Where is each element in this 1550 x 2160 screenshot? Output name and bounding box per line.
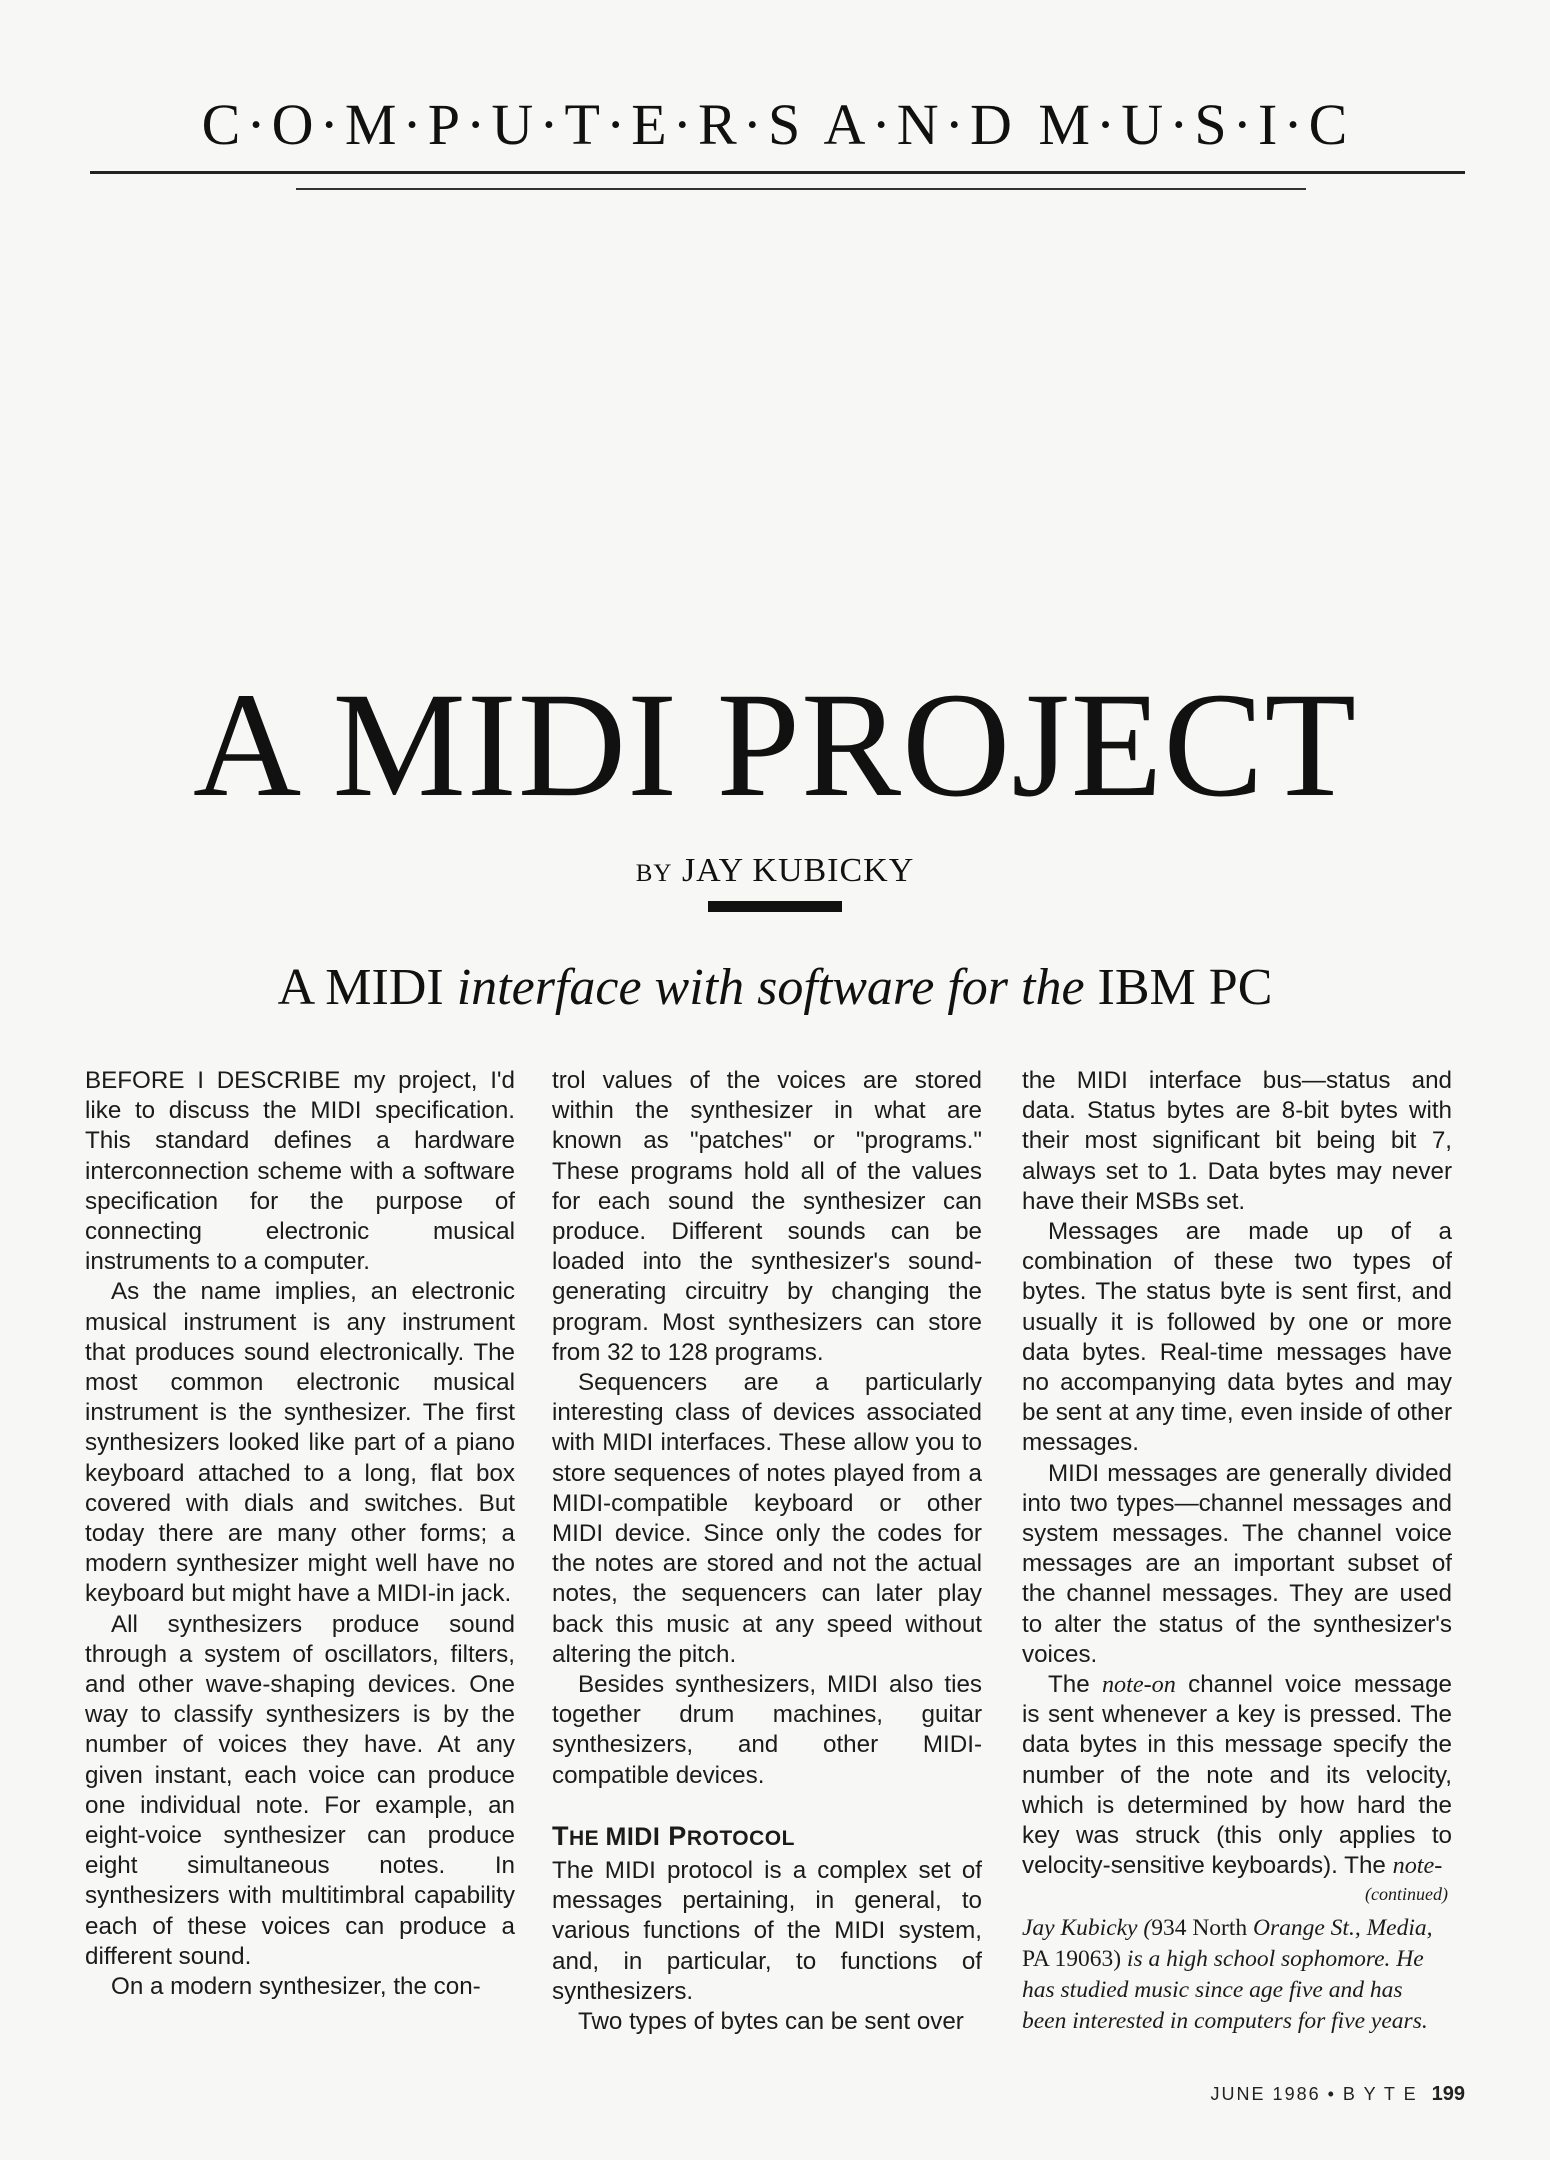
footer-issue: JUNE 1986 • B Y T E bbox=[1210, 2084, 1418, 2104]
text-run: Orange St., Media, bbox=[1247, 1915, 1433, 1942]
section-subhead bbox=[552, 1821, 982, 1854]
text-run: note- bbox=[1392, 1852, 1443, 1880]
text-run: Jay Kubicky ( bbox=[1022, 1915, 1152, 1942]
deck-part-2: interface with software for the bbox=[456, 959, 1085, 1016]
page-number: 199 bbox=[1431, 2083, 1465, 2105]
paragraph: On a modern synthesizer, the con- bbox=[111, 1973, 481, 2001]
page-footer bbox=[1211, 2083, 1465, 2106]
text-run: The bbox=[1048, 1671, 1102, 1699]
paragraph: the MIDI interface bus—status and data. Status bytes are 8-bit bytes with their most significant bit being bit 7, always set to 1. Data bytes may never have their MSBs set. bbox=[1022, 1067, 1452, 1215]
paragraph: Besides synthesizers, MIDI also ties together drum machines, guitar synthesizers, and other MIDI-compatible devices. bbox=[552, 1671, 982, 1789]
byline-prefix: BY bbox=[635, 860, 673, 887]
deck-part-3: IBM PC bbox=[1084, 959, 1273, 1016]
article-title: A MIDI PROJECT bbox=[192, 662, 1358, 828]
text-run: channel voice message is sent whenever a key is pressed. The data bytes in this message specify the number of the note and its velocity, which is determined by how hard the key was struck (this only applies to velocity-sensitive keyboards). The bbox=[1022, 1671, 1452, 1880]
subhead-part: T bbox=[552, 1820, 569, 1851]
subhead-part: P bbox=[660, 1820, 687, 1851]
subhead-part: HE bbox=[569, 1826, 606, 1850]
byline bbox=[0, 852, 1550, 890]
column-3 bbox=[1022, 1066, 1452, 2037]
text-run: PA 19063) bbox=[1022, 1946, 1122, 1973]
column-2 bbox=[552, 1066, 982, 2037]
deck-part-1: A MIDI bbox=[277, 959, 457, 1016]
continued-note: (continued) bbox=[1365, 1884, 1448, 1905]
section-header: C·O·M·P·U·T·E·R·S A·N·D M·U·S·I·C bbox=[201, 92, 1354, 157]
paragraph: BEFORE I DESCRIBE my project, I'd like to discuss the MIDI specification. This standard defines a hardware interconnection scheme with a software specification for the purpose of connecting electronic musical instruments to a computer. bbox=[85, 1067, 515, 1276]
paragraph: The MIDI protocol is a complex set of messages pertaining, in general, to various functions of the MIDI system, and, in particular, to functions of synthesizers. bbox=[552, 1857, 982, 2005]
paragraph: Messages are made up of a combination of these two types of bytes. The status byte is sent first, and usually it is followed by one or more data bytes. Real-time messages have no accompanying data bytes and may be sent at any time, even inside of other messages. bbox=[1022, 1218, 1452, 1457]
author-bio bbox=[1022, 1913, 1452, 2037]
byline-author: JAY KUBICKY bbox=[681, 852, 915, 889]
paragraph bbox=[1022, 1670, 1452, 1881]
subhead-part: MIDI bbox=[605, 1822, 661, 1851]
byline-bar bbox=[708, 901, 842, 912]
paragraph: All synthesizers produce sound through a system of oscillators, filters, and other wave-shaping devices. One way to classify synthesizers is by the number of voices they have. At any given instant, each voice can produce one individual note. For example, an eight-voice synthesizer can produce eight simultaneous notes. In synthesizers with multitimbral capability each of these voices can produce a different sound. bbox=[85, 1610, 515, 1970]
header-subrule bbox=[296, 188, 1306, 190]
text-run: 934 North bbox=[1151, 1915, 1248, 1942]
article-deck bbox=[0, 958, 1550, 1017]
column-1 bbox=[85, 1066, 515, 2002]
text-run: is a high school sophomore. He has studied music since age five and has been interested in computers for five years. bbox=[1022, 1946, 1428, 2035]
paragraph: Sequencers are a particularly interesting class of devices associated with MIDI interfaces. These allow you to store sequences of notes played from a MIDI-compatible keyboard or other MIDI device. Since only the codes for the notes are stored and not the actual notes, the sequencers can later play back this music at any speed without altering the pitch. bbox=[552, 1369, 982, 1668]
header-rule bbox=[90, 171, 1465, 174]
paragraph: Two types of bytes can be sent over bbox=[578, 2008, 964, 2036]
paragraph: As the name implies, an electronic musical instrument is any instrument that produces sound electronically. The most common electronic musical instrument is the synthesizer. The first synthesizers looked like part of a piano keyboard attached to a long, flat box covered with dials and switches. But today there are many other forms; a modern synthesizer might well have no keyboard but might have a MIDI-in jack. bbox=[85, 1278, 515, 1608]
text-run: note-on bbox=[1101, 1671, 1176, 1699]
subhead-part: ROTOCOL bbox=[686, 1826, 795, 1850]
paragraph: MIDI messages are generally divided into two types—channel messages and system messages. The channel voice messages are an important subset of the channel messages. They are used to alter the status of the synthesizer's voices. bbox=[1022, 1459, 1452, 1668]
paragraph: trol values of the voices are stored within the synthesizer in what are known as "patches" or "programs." These programs hold all of the values for each sound the synthesizer can produce. Different sounds can be loaded into the synthesizer's sound-generating circuitry by changing the program. Most synthesizers can store from 32 to 128 programs. bbox=[552, 1067, 982, 1366]
